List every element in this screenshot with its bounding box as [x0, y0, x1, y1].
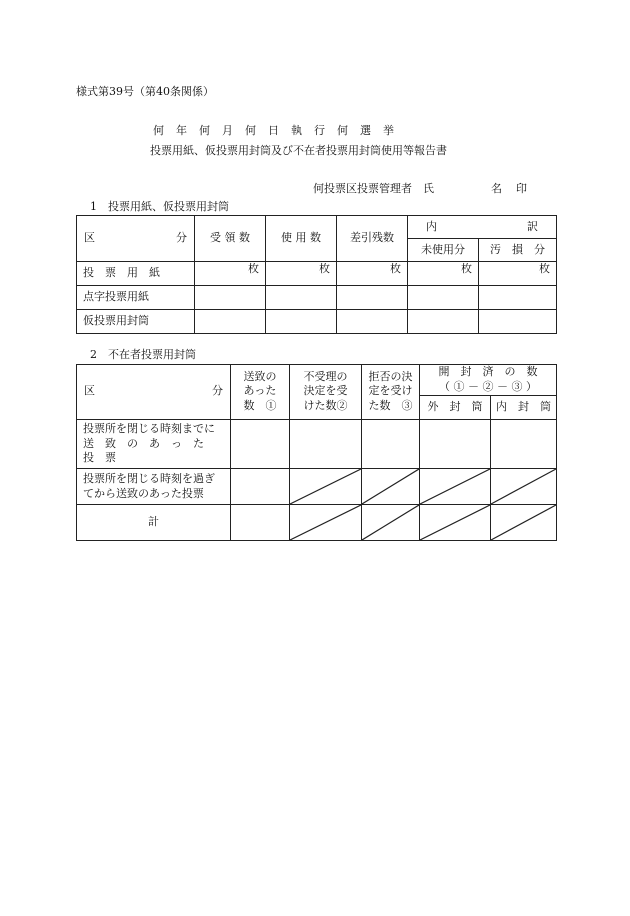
header-category: 区 分: [77, 365, 231, 420]
hatched-cell: [290, 505, 362, 541]
empty-cell: [408, 286, 479, 310]
header-balance: 差引残数: [337, 216, 408, 262]
header-outer: 外 封 筒: [420, 395, 491, 419]
header-damaged: 汚 損 分: [479, 239, 557, 262]
unit-cell: 枚: [408, 262, 479, 286]
empty-cell: [266, 310, 337, 334]
row-label: 投票所を閉じる時刻を過ぎ てから送致のあった投票: [77, 469, 231, 505]
header-breakdown: 内 訳: [408, 216, 557, 239]
empty-cell: [231, 419, 290, 469]
unit-cell: 枚: [337, 262, 408, 286]
section2-table: [76, 364, 557, 541]
empty-cell: [195, 286, 266, 310]
row-label: 仮投票用封筒: [77, 310, 195, 334]
header-unused: 未使用分: [408, 239, 479, 262]
row-label: 投 票 用 紙: [77, 262, 195, 286]
table-row: [77, 262, 557, 286]
unit-cell: 枚: [195, 262, 266, 286]
hatched-cell: [491, 469, 557, 505]
empty-cell: [290, 419, 362, 469]
empty-cell: [231, 505, 290, 541]
hatched-cell: [491, 505, 557, 541]
diagonal-line-icon: [491, 469, 556, 504]
hatched-cell: [420, 469, 491, 505]
empty-cell: [408, 310, 479, 334]
total-label: 計: [77, 505, 231, 541]
diagonal-line-icon: [362, 469, 419, 504]
title-line-2: 投票用紙、仮投票用封筒及び不在者投票用封筒使用等報告書: [150, 144, 447, 157]
diagonal-line-icon: [420, 469, 490, 504]
hatched-cell: [362, 469, 420, 505]
empty-cell: [195, 310, 266, 334]
diagonal-line-icon: [491, 505, 556, 540]
empty-cell: [337, 286, 408, 310]
manager-name-char: 名: [491, 182, 502, 195]
diagonal-line-icon: [290, 505, 361, 540]
table-row: [77, 469, 557, 505]
hatched-cell: [420, 505, 491, 541]
table-row: [77, 310, 557, 334]
header-refused: 拒否の決 定を受け た数 ③: [362, 365, 420, 420]
header-received: 受 領 数: [195, 216, 266, 262]
empty-cell: [491, 419, 557, 469]
seal-mark: 印: [516, 182, 527, 195]
header-delivered: 送致の あった 数 ①: [231, 365, 290, 420]
header-inner: 内 封 筒: [491, 395, 557, 419]
empty-cell: [231, 469, 290, 505]
section1-table: [76, 215, 557, 334]
empty-cell: [362, 419, 420, 469]
empty-cell: [479, 310, 557, 334]
hatched-cell: [290, 469, 362, 505]
diagonal-line-icon: [420, 505, 490, 540]
section1-heading: 1 投票用紙、仮投票用封筒: [90, 200, 229, 213]
table-row: [77, 286, 557, 310]
row-label: 点字投票用紙: [77, 286, 195, 310]
header-opened: 開 封 済 の 数 （ ① － ② － ③ ）: [420, 365, 557, 396]
unit-cell: 枚: [479, 262, 557, 286]
table-row: [77, 505, 557, 541]
header-category: 区 分: [77, 216, 195, 262]
section2-heading: 2 不在者投票用封筒: [90, 348, 196, 361]
header-used: 使 用 数: [266, 216, 337, 262]
unit-cell: 枚: [266, 262, 337, 286]
empty-cell: [479, 286, 557, 310]
row-label: 投票所を閉じる時刻までに 送 致 の あ っ た 投 票: [77, 419, 231, 469]
title-line-1: 何 年 何 月 何 日 執 行 何 選 挙: [153, 124, 395, 137]
diagonal-line-icon: [362, 505, 419, 540]
empty-cell: [420, 419, 491, 469]
empty-cell: [337, 310, 408, 334]
empty-cell: [266, 286, 337, 310]
diagonal-line-icon: [290, 469, 361, 504]
table-row: [77, 419, 557, 469]
hatched-cell: [362, 505, 420, 541]
form-number: 様式第39号（第40条関係）: [76, 85, 214, 98]
header-rejected: 不受理の 決定を受 けた数②: [290, 365, 362, 420]
manager-label: 何投票区投票管理者 氏: [313, 182, 434, 195]
